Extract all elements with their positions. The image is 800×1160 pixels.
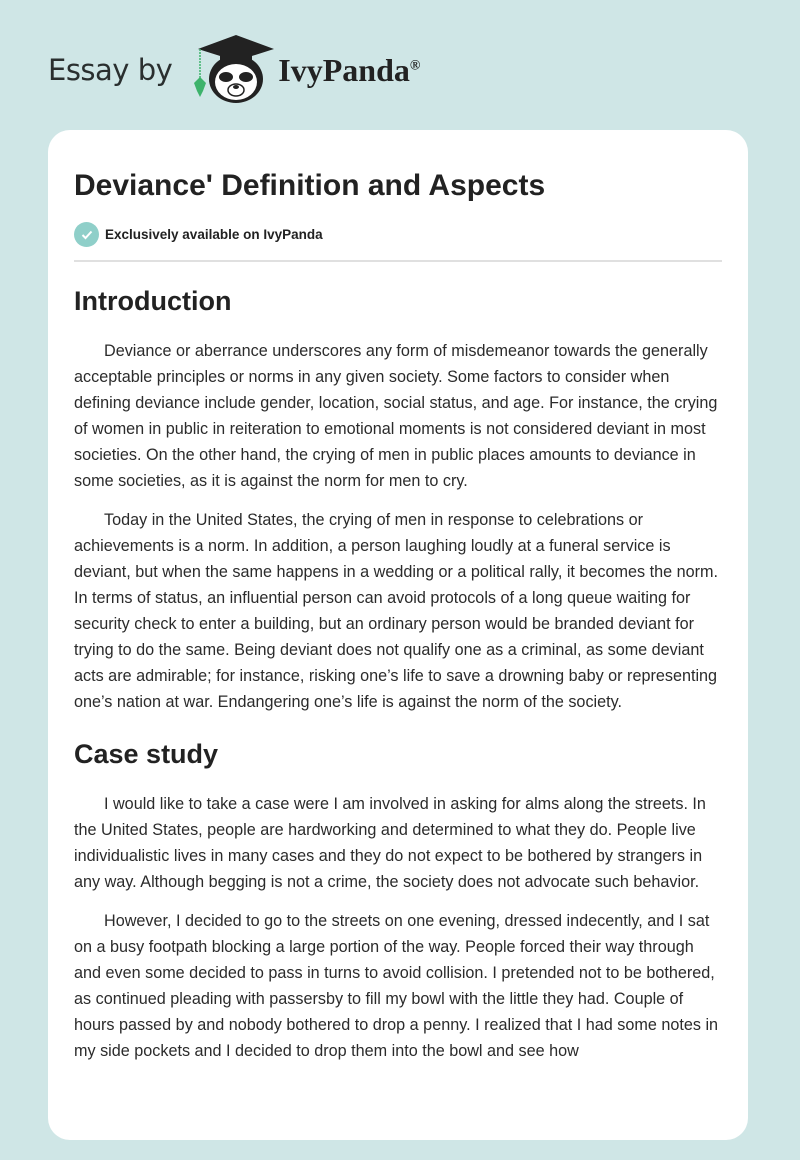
section-heading: Introduction	[74, 286, 232, 316]
page-title: Deviance' Definition and Aspects	[74, 169, 546, 202]
site-header	[48, 30, 420, 110]
section-heading: Case study	[74, 739, 219, 769]
brand-name	[278, 52, 420, 89]
check-icon	[74, 222, 99, 247]
ivypanda-logo-icon[interactable]	[190, 33, 274, 107]
paragraph: Deviance or aberrance underscores any form of misdemeanor towards the generally acceptable principles or norms in any given society. Some factors to consider when defining deviance include gender, location, social status, and age. For instance, the crying of women in public in reiteration to emotional moments is not considered deviant in most societies. On the other hand, the crying of men in public places amounts to deviance in some societies, as it is against the norm for men to cry.	[74, 342, 718, 490]
divider	[74, 260, 722, 262]
essay-by-label: Essay by	[48, 53, 173, 87]
badge-label: Exclusively available on IvyPanda	[105, 227, 323, 242]
brand-text: IvyPanda	[278, 51, 410, 88]
exclusive-badge	[74, 222, 722, 247]
paragraph: However, I decided to go to the streets on one evening, dressed indecently, and I sat on a busy footpath blocking a large portion of the way. People forced their way through and even some decided to pass in turns to avoid collision. I pretended not to be bothered, as continued pleading with passersby to fill my bowl with the little they had. Couple of hours passed by and nobody bothered to drop a penny. I realized that I had some notes in my side pockets and I decided to drop them into the bowl and see how	[74, 912, 719, 1060]
essay-card	[48, 130, 748, 1140]
paragraph: I would like to take a case were I am involved in asking for alms along the streets. In the United States, people are hardworking and determined to what they do. People live individualistic lives in many cases and they do not expect to be bothered by strangers in any way. Although begging is not a crime, the society does not advocate such behavior.	[74, 795, 706, 891]
registered-mark: ®	[409, 57, 421, 73]
paragraph: Today in the United States, the crying of men in response to celebrations or achievements is a norm. In addition, a person laughing loudly at a funeral service is deviant, but when the same happens in a wedding or a political rally, it becomes the norm. In terms of status, an influential person can avoid protocols of a long queue waiting for security check to enter a building, but an ordinary person would be branded deviant for trying to do the same. Being deviant does not qualify one as a criminal, as some deviant acts are admirable; for instance, risking one’s life to save a drowning baby or representing one’s nation at war. Endangering one’s life is against the norm of the society.	[74, 511, 718, 711]
